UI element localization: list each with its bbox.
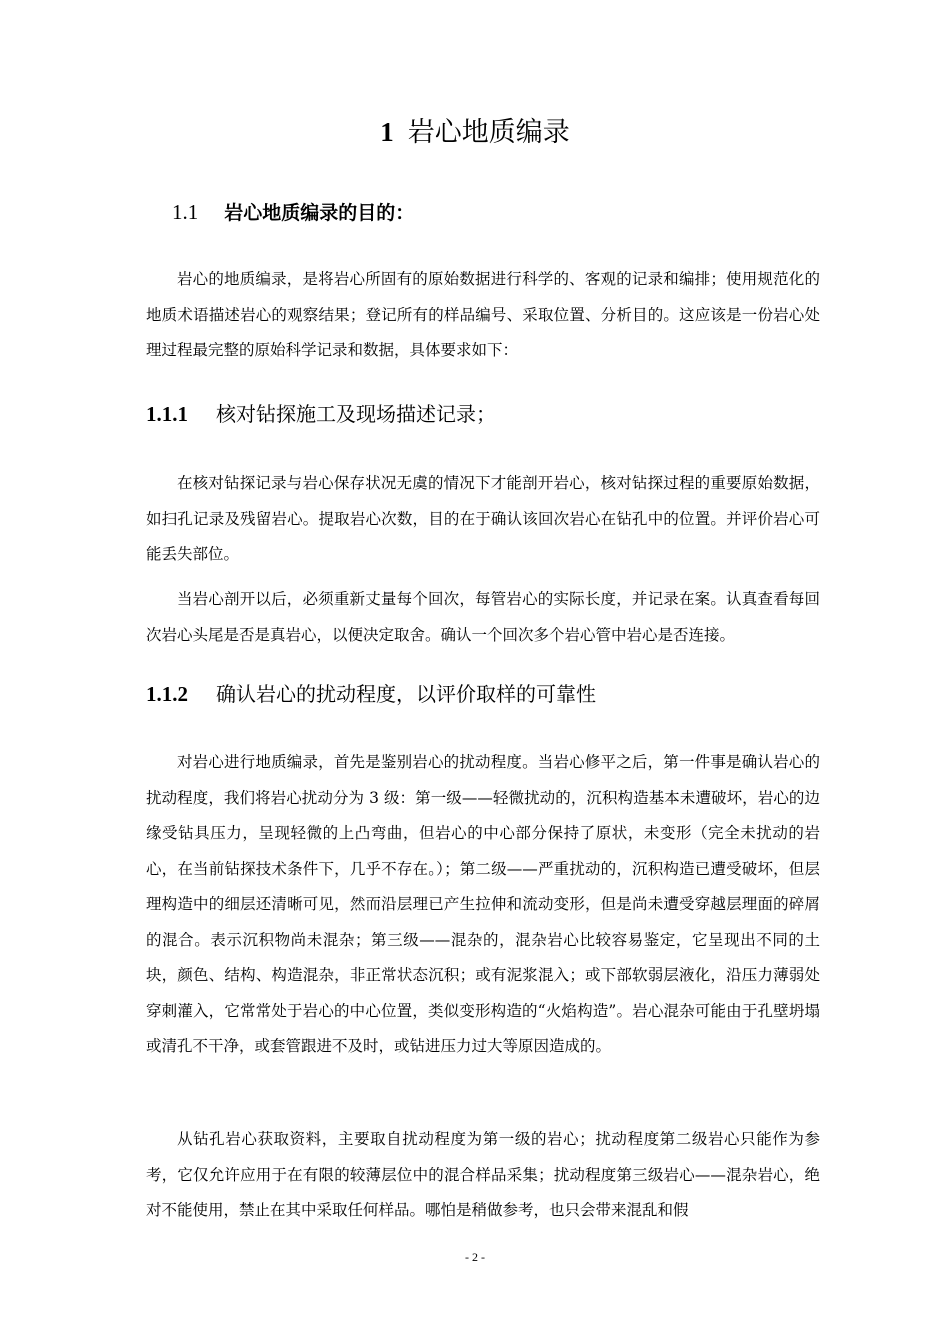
intro-paragraph: 岩心的地质编录，是将岩心所固有的原始数据进行科学的、客观的记录和编排；使用规范化的地质术语描述岩心的观察结果；登记所有的样品编号、采取位置、分析目的。这应该是一份岩心处理过程最完整的原始科学记录和数据，具体要求如下： (146, 270, 820, 359)
subsection-number: 1.1.2 (146, 682, 188, 706)
section-title: 岩心地质编录的目的： (224, 202, 415, 224)
chapter-title-text: 岩心地质编录 (407, 117, 570, 148)
chapter-number: 1 (380, 117, 394, 147)
section-heading-1-1 (172, 196, 414, 229)
subsection-number: 1.1.1 (146, 402, 188, 426)
section-number: 1.1 (172, 200, 199, 224)
paragraph: 对岩心进行地质编录，首先是鉴别岩心的扰动程度。当岩心修平之后，第一件事是确认岩心的扰动程度，我们将岩心扰动分为 3 级：第一级——轻微扰动的，沉积构造基本未遭破坏，岩心的边缘受钻具压力，呈现轻微的上凸弯曲，但岩心的中心部分保持了原状，未变形（完全未扰动的岩心，在当前钻探技术条件下，几乎不存在。）；第二级——严重扰动的，沉积构造已遭受破坏，但层理构造中的细层还清晰可见，然而沿层理已产生拉伸和流动变形，但是尚未遭受穿越层理面的碎屑的混合。表示沉积物尚未混杂；第三级——混杂的，混杂岩心比较容易鉴定，它呈现出不同的土块，颜色、结构、构造混杂，非正常状态沉积；或有泥浆混入；或下部软弱层液化，沿压力薄弱处穿刺灌入，它常常处于岩心的中心位置，类似变形构造的“火焰构造”。岩心混杂可能由于孔壁坍塌或清孔不干净，或套管跟进不及时，或钻进压力过大等原因造成的。 (146, 753, 820, 1055)
subsection-title: 确认岩心的扰动程度，以评价取样的可靠性 (216, 682, 596, 706)
paragraph: 在核对钻探记录与岩心保存状况无虞的情况下才能剖开岩心，核对钻探过程的重要原始数据，如扫孔记录及残留岩心。提取岩心次数，目的在于确认该回次岩心在钻孔中的位置。并评价岩心可能丢失部位。 (146, 474, 820, 563)
paragraph: 当岩心剖开以后，必须重新丈量每个回次，每管岩心的实际长度，并记录在案。认真查看每回次岩心头尾是否是真岩心，以便决定取舍。确认一个回次多个岩心管中岩心是否连接。 (146, 590, 820, 644)
section-heading-1-1-1 (146, 398, 496, 430)
page-number: - 2 - (465, 1250, 485, 1264)
paragraph: 从钻孔岩心获取资料，主要取自扰动程度为第一级的岩心；扰动程度第二级岩心只能作为参考，它仅允许应用于在有限的较薄层位中的混合样品采集；扰动程度第三级岩心——混杂岩心，绝对不能使用，禁止在其中采取任何样品。哪怕是稍做参考，也只会带来混乱和假 (146, 1130, 820, 1219)
section-heading-1-1-2 (146, 678, 596, 710)
chapter-title (0, 112, 950, 153)
subsection-title: 核对钻探施工及现场描述记录； (216, 402, 496, 426)
